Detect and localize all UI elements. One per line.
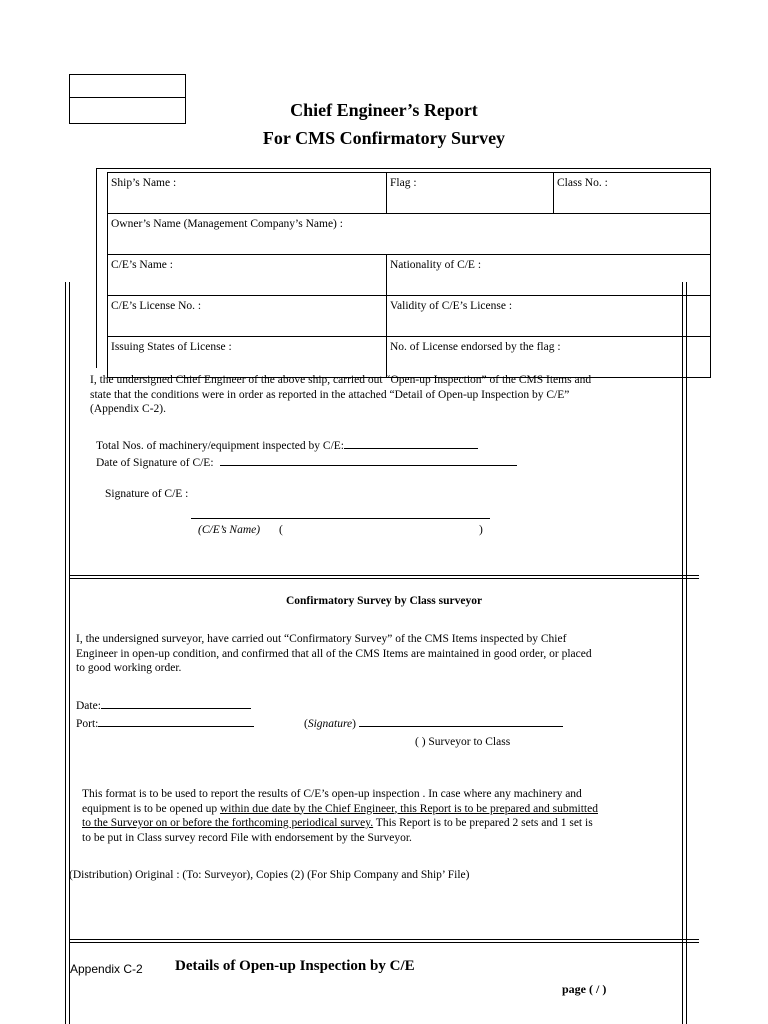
surveyor-to-class-label: ( ) Surveyor to Class [415,736,511,748]
ce-signature-line[interactable] [191,518,490,519]
flag-cell[interactable]: Flag : [387,173,554,214]
ce-name-paren-close: ) [479,524,483,536]
issuing-states-cell[interactable]: Issuing States of License : [108,337,387,378]
ship-info-table [107,172,711,378]
license-endorsed-cell[interactable]: No. of License endorsed by the flag : [387,337,711,378]
page-subtitle: For CMS Confirmatory Survey [262,128,506,148]
total-nos-row: Total Nos. of machinery/equipment inspected by C/E: [96,436,478,452]
date-signature-row: Date of Signature of C/E: [96,453,517,469]
surveyor-heading: Confirmatory Survey by Class surveyor [285,595,483,607]
ce-nationality-cell[interactable]: Nationality of C/E : [387,255,711,296]
appendix-label: Appendix C-2 [70,962,143,976]
section-divider-bottom [69,578,699,579]
class-no-cell[interactable]: Class No. : [554,173,711,214]
port-row: Port: [76,714,254,730]
surveyor-signature-row: (Signature) [304,714,563,730]
total-nos-field[interactable] [344,436,478,449]
appendix-title: Details of Open-up Inspection by C/E [175,958,415,974]
page-number: page ( / ) [562,982,607,996]
ce-name-cell[interactable]: C/E’s Name : [108,255,387,296]
ce-signature-label: Signature of C/E : [105,488,189,500]
bottom-divider-bottom [69,942,699,943]
page-left-line-inner [69,282,70,1024]
ce-statement: I, the undersigned Chief Engineer of the above ship, carried out “Open-up Inspection” of the CMS Items and state that the conditions were in order as reported in the attached “Detail of Open-up Inspection by C/E” (Appendix C-2). [90,374,592,415]
ce-license-no-cell[interactable]: C/E’s License No. : [108,296,387,337]
ship-name-cell[interactable]: Ship’s Name : [108,173,387,214]
page-left-line-outer [65,282,66,1024]
bottom-divider-top [69,939,699,940]
surveyor-signature-field[interactable] [359,714,563,727]
license-validity-cell[interactable]: Validity of C/E’s License : [387,296,711,337]
page-title: Chief Engineer’s Report [290,100,478,120]
distribution-note: (Distribution) Original : (To: Surveyor), Copies (2) (For Ship Company and Ship’ File) [69,869,470,881]
ce-name-label: (C/E’s Name) [198,524,261,536]
frame-left-outer [96,168,97,368]
usage-notes: This format is to be used to report the results of C/E’s open-up inspection . In case where any machinery and equipment is to be opened up within due date by the Chief Engineer, this Report is to be prepared and submitted to the Surveyor on or before the forthcoming periodical survey. This Report is to be prepared 2 sets and 1 set is to be put in Class survey record File with endorsement by the Surveyor. [82,788,598,844]
ce-name-paren-open: ( [279,524,283,536]
section-divider-top [69,575,699,576]
frame-top-line [96,168,711,169]
owner-name-cell[interactable]: Owner’s Name (Management Company’s Name) : [108,214,711,255]
date-field[interactable] [101,696,251,709]
date-row: Date: [76,696,251,712]
port-field[interactable] [98,714,254,727]
date-signature-field[interactable] [220,453,517,466]
surveyor-statement: I, the undersigned surveyor, have carried out “Confirmatory Survey” of the CMS Items inspected by Chief Engineer in open-up condition, and confirmed that all of the CMS Items are maintained in good order, or placed to good working order. [76,633,592,674]
